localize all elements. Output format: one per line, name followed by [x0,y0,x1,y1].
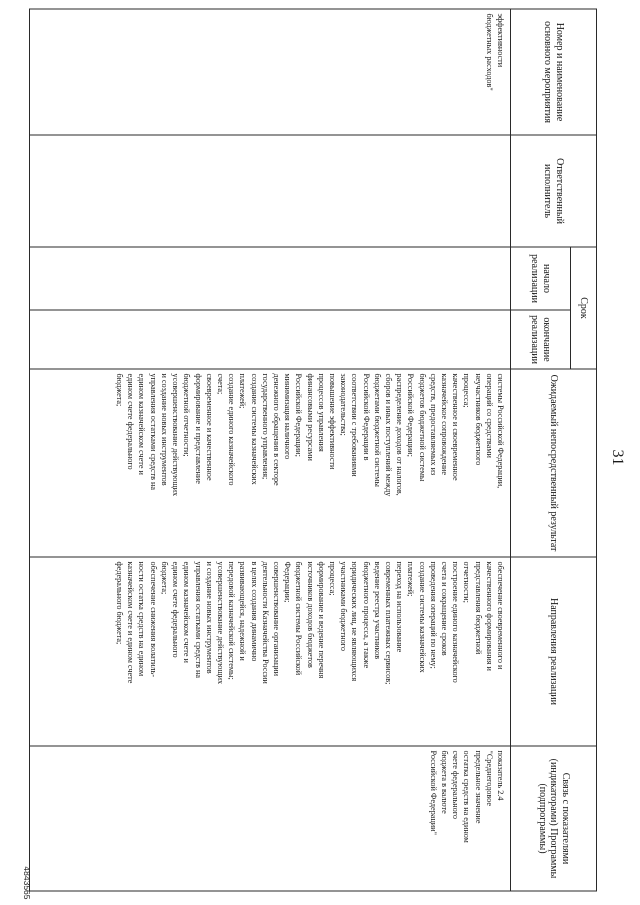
cell-line: ности остатка средств на едином [137,561,147,676]
cell-line: казначейское сопровождение [439,373,449,475]
cell-line: своевременное и качественное [204,373,214,481]
header-expected-result: Ожидаемый непосредственный результат [511,369,597,557]
cell-line: создание единого казначейского [227,373,237,485]
cell-line: операций со средствами [484,373,494,458]
cell-line: качественного формирования и [484,561,494,671]
cell-line: создание системы казначейских [249,373,259,485]
cell-term-start [30,247,511,310]
cell-line: сборов и иных поступлений между [383,373,393,496]
cell-line: бюджета; [159,561,169,594]
cell-line: остатка средств на едином [462,750,472,843]
cell-line: показатель 2.4 [496,750,505,800]
cell-line: управления остатками средств на [193,561,203,678]
cell-line: Федерации; [283,561,293,602]
cell-line: передовой казначейской системы; [227,561,237,680]
cell-line: бюджетного процесса, а также [361,561,371,668]
header-term: Срок [571,247,597,369]
cell-line: соответствии с требованиями [350,373,360,477]
cell-line: бюджетных расходов" [484,13,494,91]
cell-line: усовершенствование действующих [171,373,181,496]
cell-line: переход на использование [395,561,405,652]
cell-line: денежного обращения в секторе [271,373,281,486]
cell-line: едином счете федерального [126,373,136,470]
cell-line: управления остатками средств на [148,373,158,490]
cell-line: бюджетной системы Российской [294,561,304,675]
cell-line: деятельности Казначейства России [260,561,270,684]
cell-line: системы Российской Федерации, [496,373,505,488]
cell-line: в целях создания динамично [249,561,259,661]
cell-line: "Среднегодовое [484,750,494,806]
cell-line: отчетности; [462,561,472,603]
cell-line: повышение эффективности [327,373,337,469]
header-activity: Номер и наименование основного мероприятия [511,9,597,135]
cell-line: счете федерального [451,750,461,819]
cell-line: участниками бюджетного [339,561,349,651]
header-term-start: начало реализации [511,247,571,310]
cell-line: минимизация наличного [283,373,293,459]
cell-line: счета и сокращение сроков [439,561,449,656]
cell-line: представления бюджетной [473,561,483,654]
cell-line: усовершенствование действующих [215,561,225,684]
cell-line: Российской Федерации; [406,373,416,457]
cell-line: счета; [215,373,225,394]
cell-line: средств, предоставляемых из [428,373,438,475]
cell-line: бюджетной отчетности; [182,373,192,457]
cell-line: ведение реестра участников [372,561,382,659]
cell-line: финансовыми ресурсами [305,373,315,461]
header-directions: Направления реализации [511,557,597,746]
cell-line: процесса; [462,373,472,408]
cell-line: современных платежных сервисов; [383,561,393,684]
cell-line: государственного управления; [260,373,270,479]
cell-line: бюджетов бюджетной системы [417,373,427,481]
cell-line: совершенствование организации [271,561,281,676]
header-indicators: Связь с показателями (индикаторами) Программы (подпрограммы) [511,746,597,891]
cell-line: и создание новых инструментов [159,373,169,486]
cell-line: создание системы казначейских [417,561,427,673]
header-executor: Ответственный исполнитель [511,135,597,247]
cell-line: бюджета; [115,373,125,406]
cell-directions [30,557,511,746]
cell-activity [30,9,511,135]
cell-expected-result [30,369,511,557]
cell-line: обеспечение снижения волатиль- [148,561,158,677]
cell-line: развивающейся, надежной и [238,561,248,661]
cell-line: предельное значение [473,750,483,823]
cell-line: едином казначейском счете и [182,561,192,663]
cell-line: федерального бюджета; [115,561,125,644]
cell-line: проведения операций по нему; [428,561,438,669]
program-table [29,8,597,891]
table-header [511,9,597,891]
page-number: 31 [609,449,626,465]
cell-line: платежей; [406,561,416,596]
header-term-end: окончание реализации [511,310,571,369]
cell-line: неучастников бюджетного [473,373,483,465]
cell-line: и создание новых инструментов [204,561,214,674]
cell-line: обеспечение своевременного и [496,561,505,669]
cell-line: источников доходов бюджетов [305,561,315,668]
cell-line: бюджетами бюджетной системы [372,373,382,487]
cell-term-end [30,310,511,369]
cell-line: формирование и ведение перечня [316,561,326,678]
cell-line: процесса; [327,561,337,596]
table-row [30,9,511,891]
cell-line: распределение доходов от налогов, [395,373,405,496]
cell-line: казначейском счете и едином счете [126,561,136,683]
cell-line: процессов управления [316,373,326,452]
cell-line: едином казначейском счете и [137,373,147,475]
cell-line: платежей; [238,373,248,408]
cell-line: Российской Федерации в [361,373,371,460]
cell-line: формирование и представление [193,373,203,484]
cell-line: построение единого казначейского [451,561,461,683]
cell-executor [30,135,511,247]
cell-line: бюджета в валюте [439,750,449,814]
cell-line: юридических лиц, не являющихся [350,561,360,681]
cell-indicators [30,746,511,891]
cell-line: законодательства; [339,373,349,436]
cell-line: качественное и своевременное [451,373,461,481]
document-code: 4843565 [22,865,32,899]
cell-line: эффективности [496,13,505,67]
cell-line: Российской Федерации" [428,750,438,835]
cell-line: Российской Федерации; [294,373,304,457]
cell-line: едином счете федерального [171,561,181,658]
